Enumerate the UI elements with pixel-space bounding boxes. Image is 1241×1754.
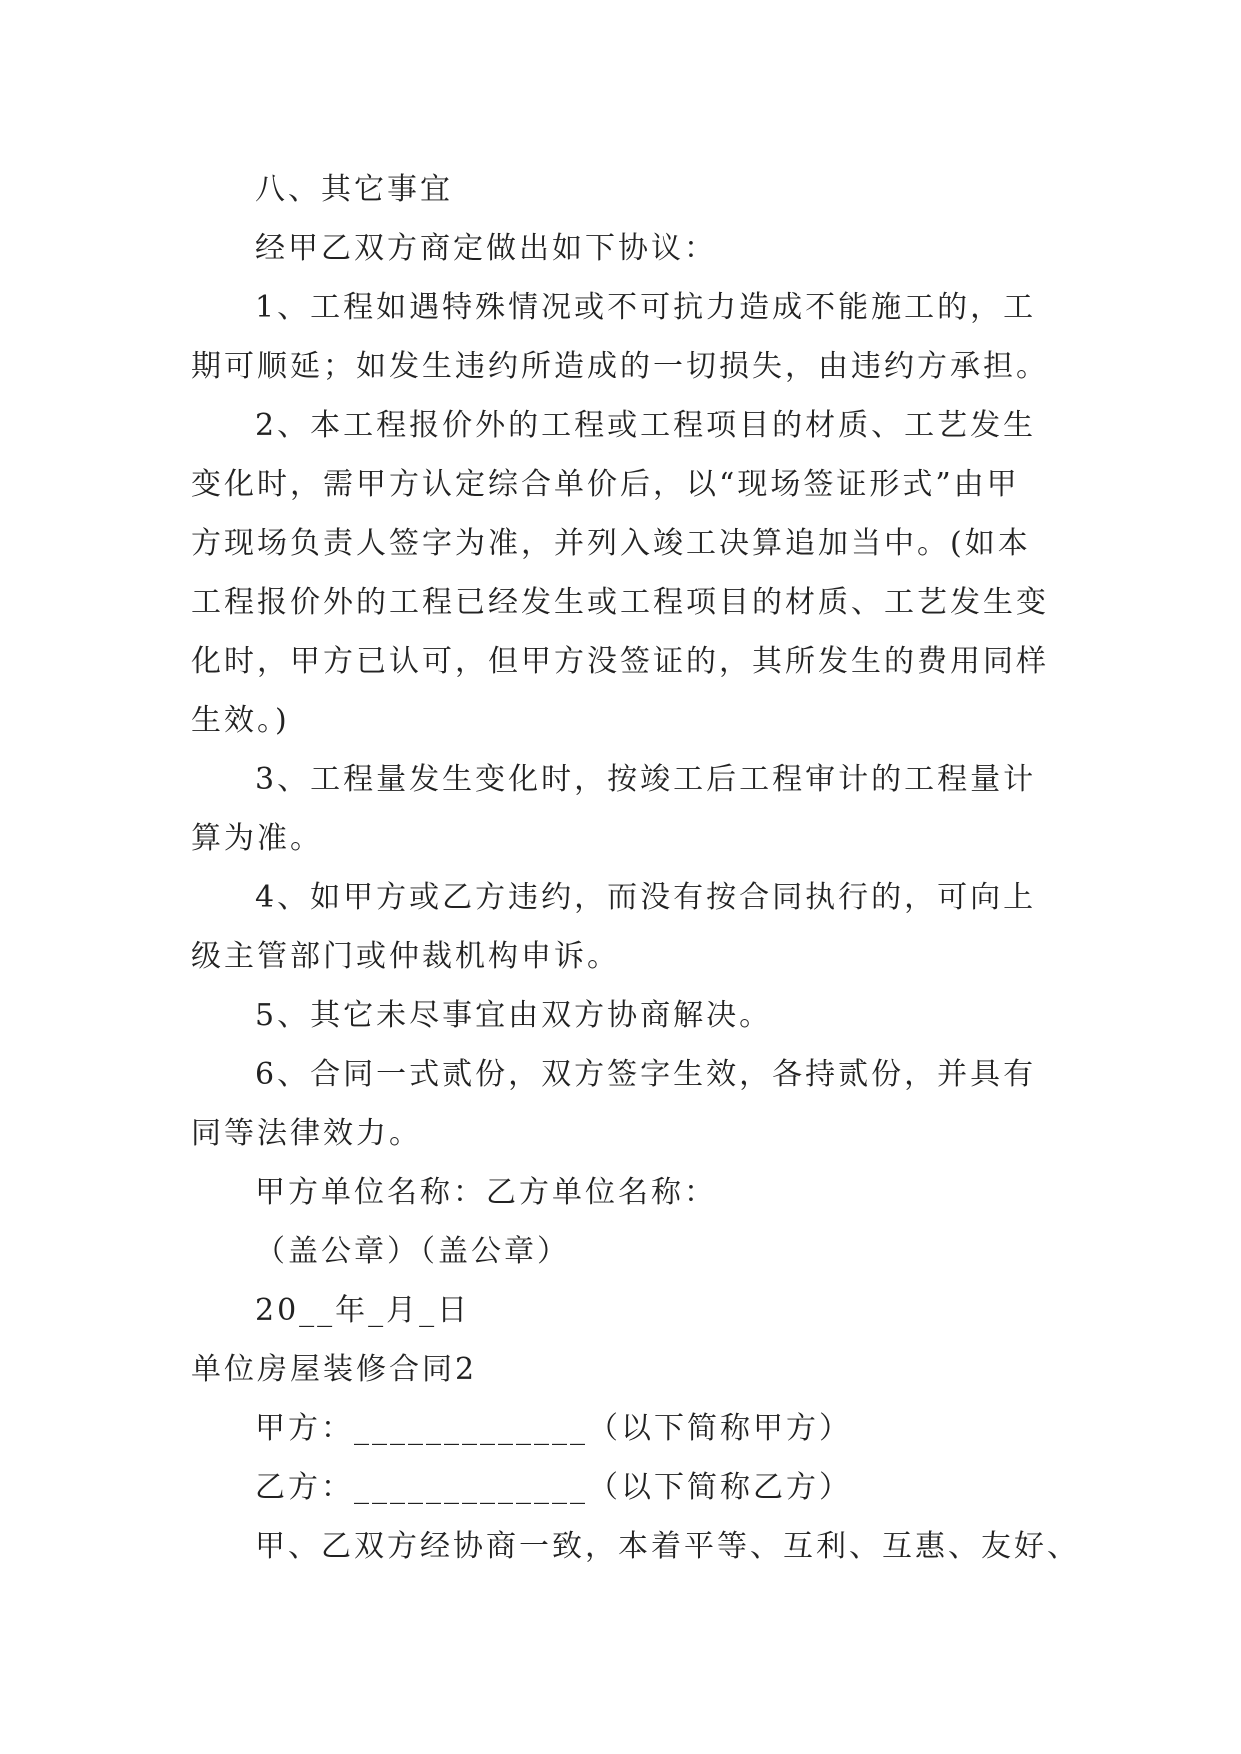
clause-2-line-3: 方现场负责人签字为准，并列入竣工决算追加当中。(如本 — [191, 526, 1031, 561]
clause-3-line-2: 算为准。 — [191, 821, 323, 856]
clause-2-line-1: 2、本工程报价外的工程或工程项目的材质、工艺发生 — [255, 408, 1037, 443]
clause-4-line-2: 级主管部门或仲裁机构申诉。 — [191, 939, 620, 974]
contract-2-title: 单位房屋装修合同2 — [191, 1352, 478, 1387]
agreement-intro: 经甲乙双方商定做出如下协议： — [255, 231, 717, 266]
clause-6-line-1: 6、合同一式贰份，双方签字生效，各持贰份，并具有 — [255, 1057, 1037, 1092]
clause-2-line-6: 生效。) — [191, 703, 290, 738]
clause-1-line-1: 1、工程如遇特殊情况或不可抗力造成不能施工的，工 — [255, 290, 1037, 325]
clause-5: 5、其它未尽事宜由双方协商解决。 — [255, 998, 773, 1033]
contract-2-preamble: 甲、乙双方经协商一致，本着平等、互利、互惠、友好、 — [255, 1529, 1080, 1564]
party-b-line: 乙方：_____________（以下简称乙方） — [255, 1470, 852, 1505]
clause-2-line-4: 工程报价外的工程已经发生或工程项目的材质、工艺发生变 — [191, 585, 1049, 620]
party-names-label: 甲方单位名称：乙方单位名称： — [255, 1175, 717, 1210]
clause-2-line-2: 变化时，需甲方认定综合单价后，以“现场签证形式”由甲 — [191, 467, 1020, 502]
official-seal-label: （盖公章）（盖公章） — [255, 1234, 570, 1269]
date-line: 20__年_月_日 — [255, 1293, 471, 1328]
clause-2-line-5: 化时，甲方已认可，但甲方没签证的，其所发生的费用同样 — [191, 644, 1049, 679]
clause-3-line-1: 3、工程量发生变化时，按竣工后工程审计的工程量计 — [255, 762, 1037, 797]
section-heading-other-matters: 八、其它事宜 — [255, 172, 453, 207]
party-a-line: 甲方：_____________（以下简称甲方） — [255, 1411, 852, 1446]
clause-6-line-2: 同等法律效力。 — [191, 1116, 422, 1151]
document-body — [191, 160, 1080, 1576]
clause-4-line-1: 4、如甲方或乙方违约，而没有按合同执行的，可向上 — [255, 880, 1037, 915]
clause-1-line-2: 期可顺延；如发生违约所造成的一切损失，由违约方承担。 — [191, 349, 1049, 384]
